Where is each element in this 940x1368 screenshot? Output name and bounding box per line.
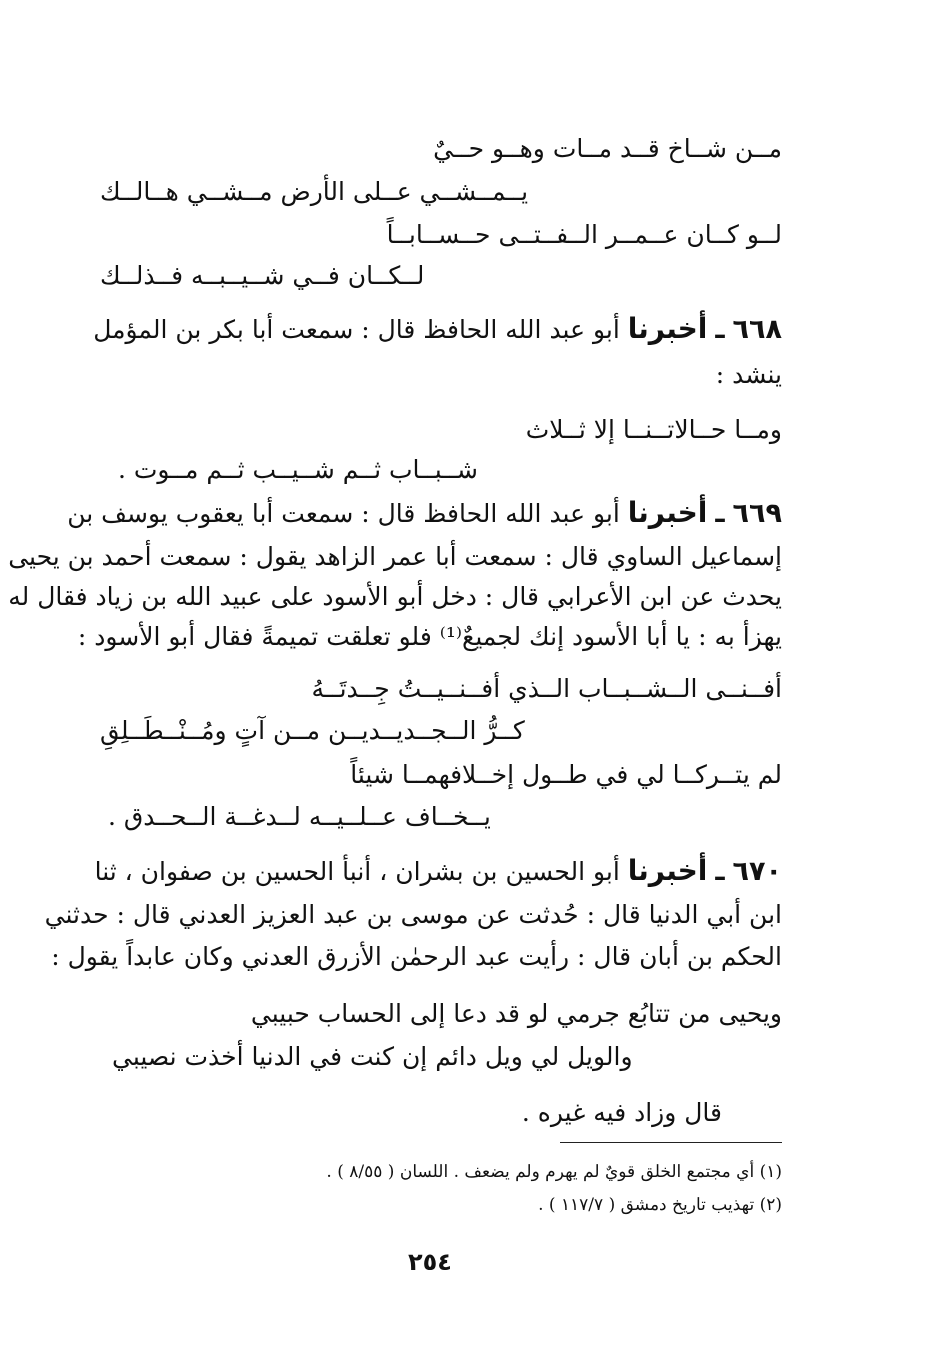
entry-dash: ـ xyxy=(715,498,725,529)
entry-keyword: أخبرنا xyxy=(627,312,708,345)
entry-text: أبو الحسين بن بشران ، أنبأ الحسين بن صفوان ، ثنا xyxy=(94,857,620,886)
entry-text: أبو عبد الله الحافظ قال : سمعت أبا بكر بن المؤمل xyxy=(93,315,620,344)
footnote-1: (١) أي مجتمع الخلق قويٌ لم يهرم ولم يضعف . اللسان ( ٨/٥٥ ) . xyxy=(326,1162,782,1182)
entry-number: ٦٦٩ xyxy=(732,498,782,529)
poem1-line-3: لــو كــان عــمــر الــفــتــى حــســابــاً xyxy=(386,220,782,249)
entry-670-line-3: الحكم بن أبان قال : رأيت عبد الرحمٰن الأزرق العدني وكان عابداً يقول : xyxy=(51,942,782,971)
entry-text: أبو عبد الله الحافظ قال : سمعت أبا يعقوب يوسف بن xyxy=(67,499,620,528)
poem4-line-1: ويحيى من تتابُع جرمي لو قد دعا إلى الحساب حبيبي xyxy=(250,999,782,1028)
entry-number: ٦٧٠ xyxy=(732,856,782,887)
entry-669-line-1 xyxy=(67,496,782,531)
poem2-line-1: ومــا حــالاتــنــا إلا ثــلاث xyxy=(525,415,782,444)
entry-669-line-3: يحدث عن ابن الأعرابي قال : دخل أبو الأسود على عبيد الله بن زياد فقال له xyxy=(8,582,782,611)
closing-line: قال وزاد فيه غيره . xyxy=(521,1098,722,1127)
entry-keyword: أخبرنا xyxy=(627,854,708,887)
entry-dash: ـ xyxy=(715,856,725,887)
entry-670-line-2: ابن أبي الدنيا قال : حُدثت عن موسى بن عبد العزيز العدني قال : حدثني xyxy=(44,900,782,929)
poem1-line-1: مــن شــاخ قــد مــات وهــو حــيٌ xyxy=(433,134,782,163)
footnote-separator xyxy=(560,1142,782,1143)
poem3-line-1: أفــنــى الــشــبــاب الــذي أفــنــيــتُ جِــدتَــهُ xyxy=(311,674,782,703)
page-number: ٢٥٤ xyxy=(408,1248,452,1276)
poem4-line-2: والويل لي ويل دائم إن كنت في الدنيا أخذت نصيبي xyxy=(112,1042,633,1071)
entry-dash: ـ xyxy=(715,314,725,345)
poem3-line-3: لم يتــركــا لي في طــول إخــلافهمــا شيئاً xyxy=(350,760,782,789)
poem3-line-2: كــرُّ الــجــديــديــن مــن آتٍ ومُــنْــطَــلِقِ xyxy=(100,716,525,745)
entry-number: ٦٦٨ xyxy=(732,314,782,345)
entry-keyword: أخبرنا xyxy=(627,496,708,529)
poem1-line-4: لــكــان فــي شــيــبــه فــذلــك xyxy=(100,261,425,290)
entry-669-line-2: إسماعيل الساوي قال : سمعت أبا عمر الزاهد يقول : سمعت أحمد بن يحيى xyxy=(8,542,782,571)
entry-668-line-2: ينشد : xyxy=(715,360,782,389)
entry-668-line-1 xyxy=(93,312,782,347)
poem2-line-2: شــبــاب ثــم شــيــب ثــم مــوت . xyxy=(118,455,478,484)
footnote-2: (٢) تهذيب تاريخ دمشق ( ١١٧/٧ ) . xyxy=(538,1195,782,1215)
poem1-line-2: يــمــشــي عــلى الأرض مــشــي هــالــك xyxy=(100,177,529,206)
poem3-line-4: يــخــاف عــلــيــه لــدغــة الــحــدق . xyxy=(108,802,491,831)
entry-670-line-1 xyxy=(95,854,782,889)
entry-669-line-4: يهزأ به : يا أبا الأسود إنك لجميعٌ⁽¹⁾ فلو تعلقت تميمةً فقال أبو الأسود : xyxy=(77,622,782,651)
